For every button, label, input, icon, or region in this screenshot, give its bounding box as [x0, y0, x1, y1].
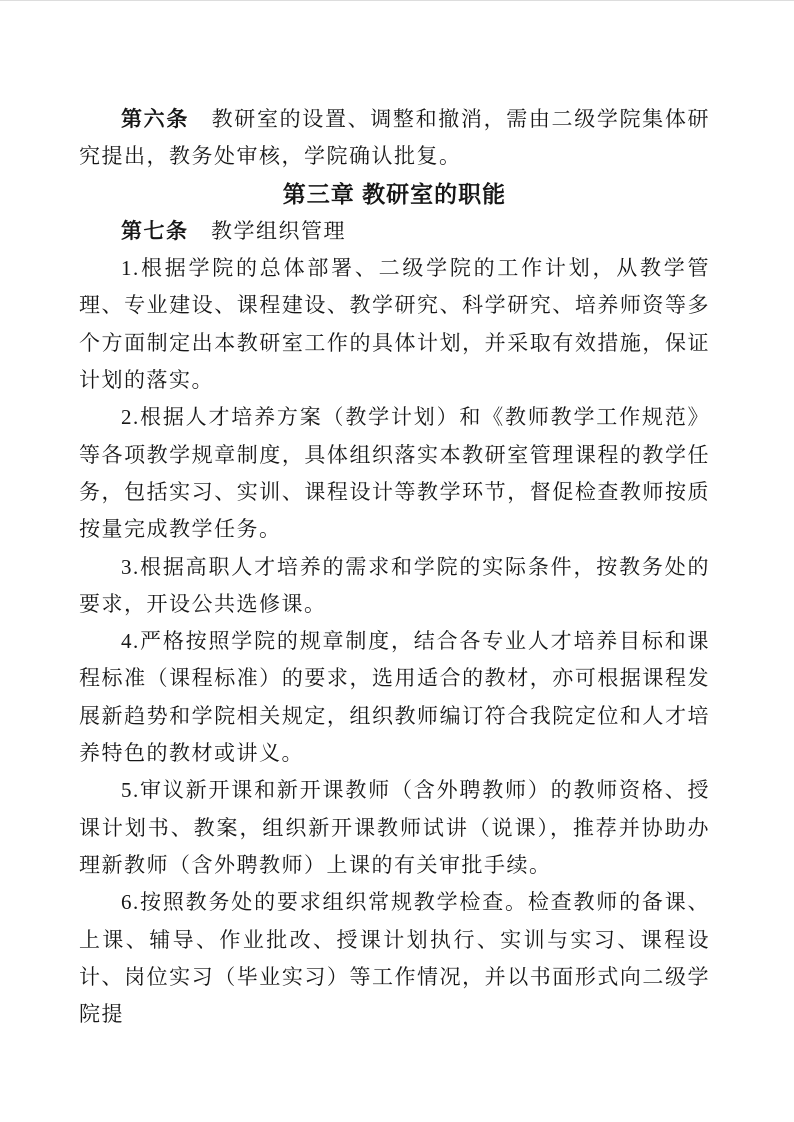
text-run: 2.根据人才培养方案（教学计划）和《教师教学工作规范》等各项教学规章制度，具体组织落实本教研室管理课程的教学任务，包括实习、实训、课程设计等教学环节，督促检查教师按质按量完成教学任务。 — [79, 405, 710, 542]
article-label-run: 第三章 教研室的职能 — [282, 180, 507, 207]
text-run: 教研室的设置、调整和撤消，需由二级学院集体研究提出，教务处审核，学院确认批复。 — [79, 107, 711, 169]
body-paragraph — [79, 772, 710, 884]
document-body — [79, 101, 710, 1033]
body-paragraph — [79, 213, 710, 250]
article-label-run: 第七条 — [121, 218, 189, 243]
body-paragraph — [79, 623, 710, 772]
body-paragraph — [79, 250, 710, 399]
text-run: 3.根据高职人才培养的需求和学院的实际条件，按教务处的要求，开设公共选修课。 — [79, 554, 710, 616]
text-run: 1.根据学院的总体部署、二级学院的工作计划，从教学管理、专业建设、课程建设、教学研究、科学研究、培养师资等多个方面制定出本教研室工作的具体计划，并采取有效措施，保证计划的落实。 — [79, 256, 710, 393]
body-paragraph — [79, 884, 710, 1033]
body-paragraph — [79, 399, 710, 548]
body-paragraph — [79, 101, 710, 176]
body-paragraph — [79, 549, 710, 624]
article-label-run: 第六条 — [121, 107, 189, 131]
text-run: 6.按照教务处的要求组织常规教学检查。检查教师的备课、上课、辅导、作业批改、授课计划执行、实训与实习、课程设计、岗位实习（毕业实习）等工作情况，并以书面形式向二级学院提 — [79, 890, 710, 1027]
text-run: 教学组织管理 — [188, 218, 346, 243]
chapter-heading — [79, 176, 710, 213]
text-run: 5.审议新开课和新开课教师（含外聘教师）的教师资格、授课计划书、教案，组织新开课教师试讲（说课），推荐并协助办理新教师（含外聘教师）上课的有关审批手续。 — [79, 778, 710, 877]
text-run: 4.严格按照学院的规章制度，结合各专业人才培养目标和课程标准（课程标准）的要求，选用适合的教材，亦可根据课程发展新趋势和学院相关规定，组织教师编订符合我院定位和人才培养特色的教材或讲义。 — [79, 629, 710, 766]
